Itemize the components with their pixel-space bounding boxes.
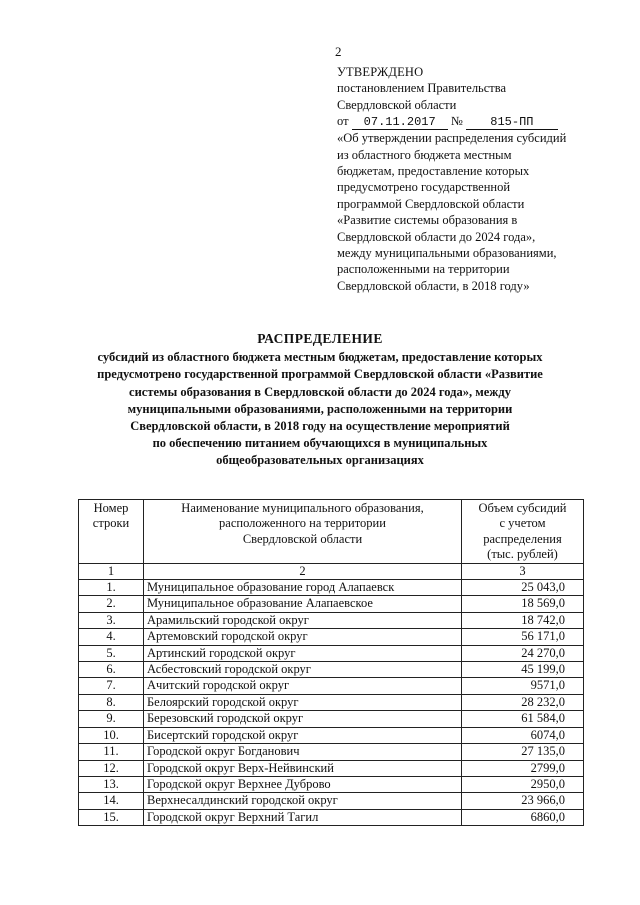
row-number: 10. [79, 727, 144, 743]
decree-subject-line: бюджетам, предоставление которых [337, 164, 530, 179]
municipality-name: Городской округ Верхнее Дуброво [144, 776, 462, 792]
municipality-name: Муниципальное образование Алапаевское [144, 596, 462, 612]
subsidy-amount: 18 742,0 [462, 612, 584, 628]
decree-subject [337, 130, 622, 294]
table-row [79, 694, 584, 710]
municipality-name: Артинский городской округ [144, 645, 462, 661]
date-prefix: от [337, 114, 349, 129]
approval-line: Свердловской области [337, 97, 457, 112]
header-subsidy-amount [462, 500, 584, 564]
table-row [79, 596, 584, 612]
title-line: системы образования в Свердловской области до 2024 года», между [129, 384, 511, 399]
decree-subject-line: Свердловской области до 2024 года», [337, 229, 536, 244]
header-line: Наименование муниципального образования, [181, 501, 424, 515]
approval-heading: УТВЕРЖДЕНО [337, 65, 424, 79]
table-row [79, 809, 584, 825]
row-number: 15. [79, 809, 144, 825]
subsidy-amount: 27 135,0 [462, 744, 584, 760]
table-row [79, 678, 584, 694]
subsidy-amount: 61 584,0 [462, 711, 584, 727]
decree-subject-line: «Развитие системы образования в [337, 213, 518, 228]
decree-subject-line: между муниципальными образованиями, [337, 246, 557, 261]
municipality-name: Городской округ Богданович [144, 744, 462, 760]
table-row [79, 580, 584, 596]
subsidy-amount: 9571,0 [462, 678, 584, 694]
municipality-name: Белоярский городской округ [144, 694, 462, 710]
subsidy-amount: 25 043,0 [462, 580, 584, 596]
approval-line: постановлением Правительства [337, 81, 507, 96]
table-row [79, 793, 584, 809]
title-line: Свердловской области, в 2018 году на осуществление мероприятий [130, 419, 510, 434]
row-number: 5. [79, 645, 144, 661]
decree-date-number [337, 113, 622, 130]
row-number: 13. [79, 776, 144, 792]
row-number: 4. [79, 629, 144, 645]
table-row [79, 776, 584, 792]
header-line: строки [92, 516, 130, 531]
row-number: 6. [79, 662, 144, 678]
header-line: с учетом [499, 516, 546, 531]
title-line: предусмотрено государственной программой Свердловской области «Развитие [97, 367, 543, 382]
table-index-row [79, 563, 584, 579]
title-line: субсидий из областного бюджета местным бюджетам, предоставление которых [97, 350, 543, 365]
index-cell: 2 [144, 563, 462, 579]
title-subtitle [60, 349, 580, 469]
subsidy-amount: 24 270,0 [462, 645, 584, 661]
municipality-name: Ачитский городской округ [144, 678, 462, 694]
page-number: 2 [335, 44, 342, 59]
subsidy-amount: 23 966,0 [462, 793, 584, 809]
header-line: Номер [93, 501, 129, 515]
municipality-name: Асбестовский городской округ [144, 662, 462, 678]
decree-subject-line: программой Свердловской области [337, 196, 525, 211]
municipality-name: Городской округ Верхний Тагил [144, 809, 462, 825]
table-row [79, 645, 584, 661]
header-line: распределения [483, 531, 562, 546]
header-line: (тыс. рублей) [487, 547, 558, 562]
row-number: 7. [79, 678, 144, 694]
title-line: по обеспечению питанием обучающихся в муниципальных [152, 436, 488, 451]
decree-date: 07.11.2017 [352, 116, 448, 130]
municipality-name: Верхнесалдинский городской округ [144, 793, 462, 809]
subsidy-amount: 45 199,0 [462, 662, 584, 678]
decree-subject-line: расположенными на территории [337, 262, 510, 277]
row-number: 1. [79, 580, 144, 596]
subsidy-amount: 56 171,0 [462, 629, 584, 645]
table-row [79, 662, 584, 678]
subsidy-amount: 6074,0 [462, 727, 584, 743]
row-number: 11. [79, 744, 144, 760]
table-row [79, 711, 584, 727]
decree-subject-line: Свердловской области, в 2018 году» [337, 278, 530, 293]
municipality-name: Муниципальное образование город Алапаевск [144, 580, 462, 596]
document-title [60, 330, 580, 470]
table-row [79, 760, 584, 776]
municipality-name: Артемовский городской округ [144, 629, 462, 645]
title-line: общеобразовательных организациях [216, 453, 424, 468]
table-header-row [79, 500, 584, 564]
index-cell: 1 [79, 563, 144, 579]
municipality-name: Березовский городской округ [144, 711, 462, 727]
table-row [79, 744, 584, 760]
table-row [79, 629, 584, 645]
index-cell: 3 [462, 563, 584, 579]
decree-subject-line: предусмотрено государственной [337, 180, 511, 195]
header-row-number [79, 500, 144, 564]
row-number: 3. [79, 612, 144, 628]
subsidy-amount: 2799,0 [462, 760, 584, 776]
header-line: Объем субсидий [478, 501, 567, 515]
approval-block [337, 64, 622, 294]
table-row [79, 612, 584, 628]
row-number: 2. [79, 596, 144, 612]
decree-subject-line: из областного бюджета местным [337, 147, 512, 162]
header-line: расположенного на территории [219, 516, 386, 531]
subsidy-amount: 2950,0 [462, 776, 584, 792]
row-number: 9. [79, 711, 144, 727]
subsidy-amount: 28 232,0 [462, 694, 584, 710]
title-line: муниципальными образованиями, расположенными на территории [127, 401, 513, 416]
subsidy-amount: 18 569,0 [462, 596, 584, 612]
row-number: 8. [79, 694, 144, 710]
header-municipality [144, 500, 462, 564]
row-number: 14. [79, 793, 144, 809]
municipality-name: Арамильский городской округ [144, 612, 462, 628]
decree-number: 815-ПП [466, 116, 558, 130]
distribution-table [78, 499, 584, 826]
number-prefix: № [450, 114, 463, 129]
subsidy-amount: 6860,0 [462, 809, 584, 825]
title-main: РАСПРЕДЕЛЕНИЕ [257, 331, 383, 346]
row-number: 12. [79, 760, 144, 776]
municipality-name: Городской округ Верх-Нейвинский [144, 760, 462, 776]
table-row [79, 727, 584, 743]
header-line: Свердловской области [242, 531, 363, 546]
decree-subject-line: «Об утверждении распределения субсидий [337, 131, 567, 146]
municipality-name: Бисертский городской округ [144, 727, 462, 743]
